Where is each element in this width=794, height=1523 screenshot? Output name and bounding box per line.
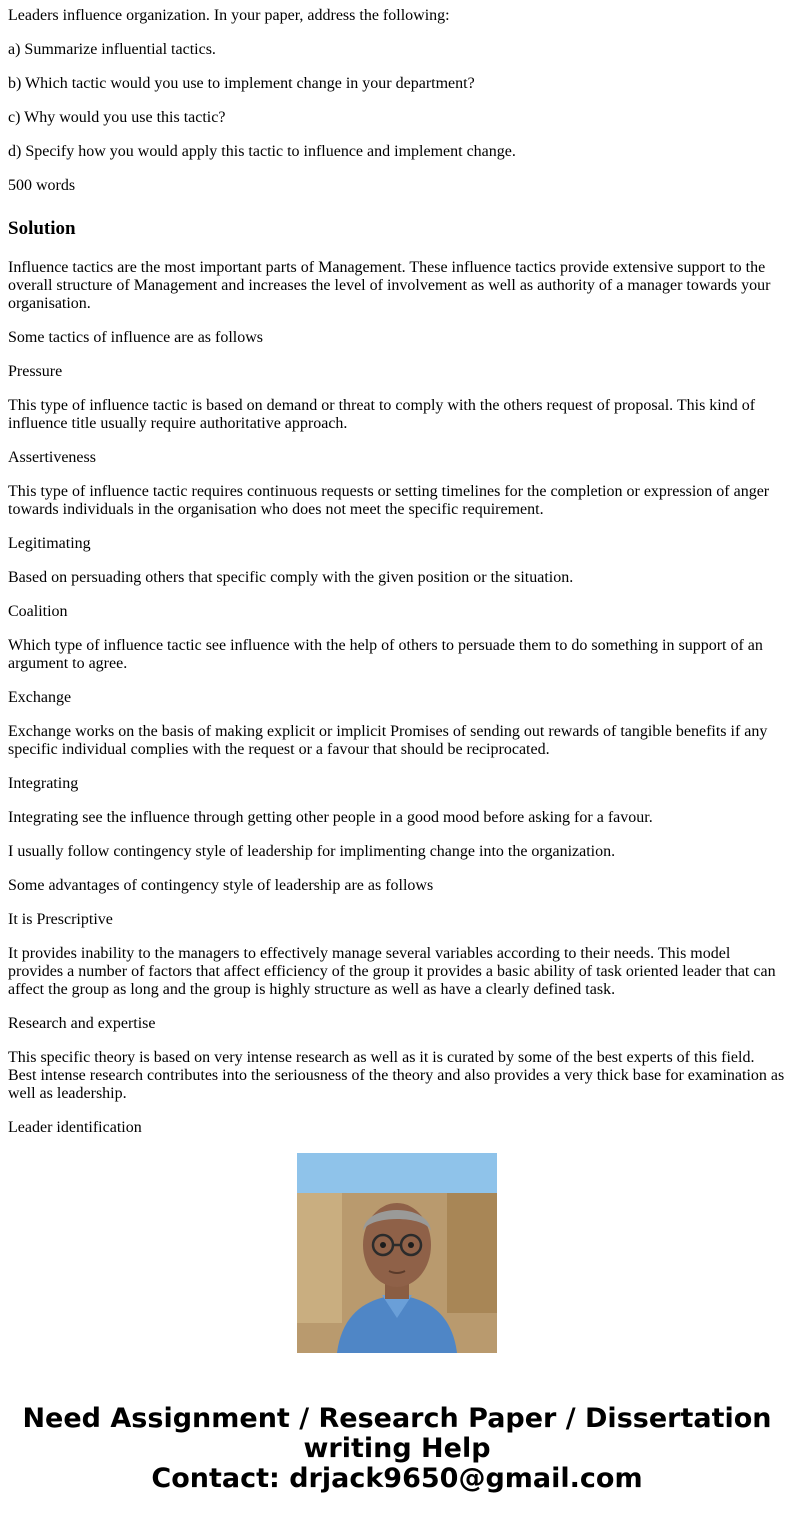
solution-paragraph: Exchange bbox=[8, 689, 72, 706]
contact-email[interactable]: Contact: drjack9650@gmail.com bbox=[151, 1463, 643, 1494]
question-list bbox=[8, 41, 786, 195]
solution-paragraph: Integrating bbox=[8, 775, 79, 792]
solution-paragraph: This type of influence tactic requires continuous requests or setting timelines for the completion or expression of anger towards individuals in the organisation who does not meet the specific requirement. bbox=[8, 483, 770, 518]
solution-paragraph: Exchange works on the basis of making explicit or implicit Promises of sending out rewards of tangible benefits if any specific individual complies with the request or a favour that should be reciprocated. bbox=[8, 723, 768, 758]
solution-paragraph: Leader identification bbox=[8, 1119, 142, 1136]
solution-paragraph: Legitimating bbox=[8, 535, 91, 552]
solution-paragraph: This specific theory is based on very intense research as well as it is curated by some of the best experts of this field. Best intense research contributes into the seriousness of the theory and also provides a very thick base for examination as well as leadership. bbox=[8, 1049, 785, 1102]
promo-text bbox=[0, 1404, 794, 1494]
question-item: a) Summarize influential tactics. bbox=[8, 41, 216, 58]
promo-banner bbox=[0, 1122, 794, 1523]
solution-paragraph: Coalition bbox=[8, 603, 68, 620]
solution-paragraph: It is Prescriptive bbox=[8, 911, 113, 928]
word-count: 500 words bbox=[8, 177, 76, 194]
solution-paragraph: Assertiveness bbox=[8, 449, 96, 466]
question-intro: Leaders influence organization. In your paper, address the following: bbox=[8, 7, 450, 24]
article-body bbox=[8, 0, 786, 1136]
question-item: c) Why would you use this tactic? bbox=[8, 109, 226, 126]
solution-paragraph: I usually follow contingency style of leadership for implimenting change into the organization. bbox=[8, 843, 616, 860]
solution-paragraph: It provides inability to the managers to effectively manage several variables according to their needs. This model provides a number of factors that affect efficiency of the group it provides a basic ability of task oriented leader that can affect the group as long and the group is highly structure as well as have a clearly defined task. bbox=[8, 945, 776, 998]
author-portrait-image bbox=[297, 1153, 497, 1353]
solution-paragraph: Based on persuading others that specific comply with the given position or the situation. bbox=[8, 569, 574, 586]
author-avatar bbox=[297, 1153, 497, 1353]
solution-paragraph: Integrating see the influence through getting other people in a good mood before asking for a favour. bbox=[8, 809, 653, 826]
solution-heading: Solution bbox=[8, 218, 76, 239]
question-item: d) Specify how you would apply this tactic to influence and implement change. bbox=[8, 143, 516, 160]
solution-paragraph: Some advantages of contingency style of leadership are as follows bbox=[8, 877, 434, 894]
solution-paragraph: Influence tactics are the most important parts of Management. These influence tactics provide extensive support to the overall structure of Management and increases the level of involvement as well as authority of a manager towards your organisation. bbox=[8, 259, 771, 312]
solution-paragraph: Some tactics of influence are as follows bbox=[8, 329, 264, 346]
solution-paragraph: This type of influence tactic is based on demand or threat to comply with the others request of proposal. This kind of influence title usually require authoritative approach. bbox=[8, 397, 756, 432]
question-item: b) Which tactic would you use to implement change in your department? bbox=[8, 75, 475, 92]
solution-paragraph: Which type of influence tactic see influence with the help of others to persuade them to do something in support of an argument to agree. bbox=[8, 637, 763, 672]
promo-line: Need Assignment / Research Paper / Dissertation bbox=[22, 1403, 772, 1434]
promo-line: writing Help bbox=[303, 1433, 491, 1464]
solution-paragraph: Pressure bbox=[8, 363, 63, 380]
solution-paragraph: Research and expertise bbox=[8, 1015, 156, 1032]
